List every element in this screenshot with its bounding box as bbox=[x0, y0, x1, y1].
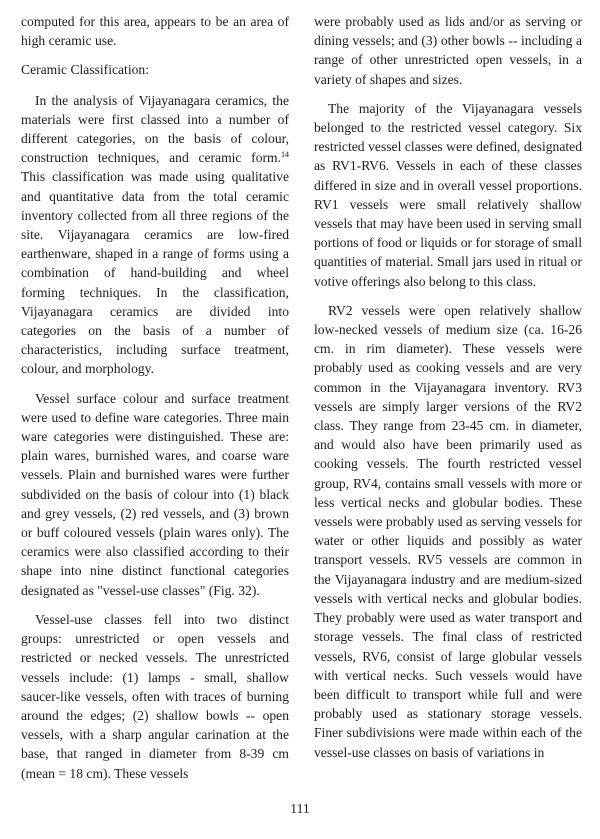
paragraph-continuation: were probably used as lids and/or as serving or dining vessels; and (3) other bowls -- including a range of other unrestricted open vessels, in a variety of shapes and sizes. bbox=[314, 14, 582, 87]
paragraph-text: This classification was made using qualitative and quantitative data from the total ceramic inventory collected from all three regions of the site. Vijayanagara ceramics are low-fired earthenware, shaped in a range of forms using a combination of hand-building and wheel forming techniques. In the classification, Vijayanagara ceramics are divided into categories on the basis of a number of characteristics, including surface treatment, colour, and morphology. bbox=[21, 169, 289, 377]
footnote-marker: 14 bbox=[281, 150, 289, 160]
left-column bbox=[21, 12, 289, 793]
paragraph-text: In the analysis of Vijayanagara ceramics, the materials were first classed into a number of different categories, on the basis of colour, construction techniques, and ceramic form. bbox=[21, 92, 289, 166]
paragraph-restricted-vessels: The majority of the Vijayanagara vessels belonged to the restricted vessel category. Six restricted vessel classes were defined, designated as RV1-RV6. Vessels in each of these classes differed in size and in overall vessel proportions. RV1 vessels were small relatively shallow vessels that may have been used in serving small portions of food or liquids or for storage of small quantities of material. Small jars used in ritual or votive offerings also belong to this class. bbox=[314, 100, 582, 289]
section-heading: Ceramic Classification: bbox=[21, 62, 149, 78]
paragraph-analysis bbox=[21, 91, 289, 379]
right-column bbox=[314, 12, 582, 772]
paragraph-ware-categories: Vessel surface colour and surface treatment were used to define ware categories. Three main ware categories were distinguished. These are: plain wares, burnished wares, and coarse ware vessels. Plain and burnished wares were further subdivided on the basis of colour into (1) black and grey vessels, (2) red vessels, and (3) brown or buff coloured vessels (plain wares only). The ceramics were also classified according to their shape into nine distinct functional categories designated as "vessel-use classes" (Fig. 32). bbox=[21, 390, 289, 598]
page-number: 111 bbox=[290, 801, 310, 816]
paragraph-vessel-use-classes: Vessel-use classes fell into two distinct groups: unrestricted or open vessels and restricted or necked vessels. The unrestricted vessels include: (1) lamps - small, shallow saucer-like vessels, often with traces of burning around the edges; (2) shallow bowls -- open vessels, with a sharp angular carination at the base, that ranged in diameter from 8-39 cm (mean = 18 cm). These vessels bbox=[21, 611, 289, 781]
paragraph-rv-classes: RV2 vessels were open relatively shallow low-necked vessels of medium size (ca. 16-26 cm. in rim diameter). These vessels were probably used as cooking vessels and are very common in the Vijayanagara inventory. RV3 vessels are simply larger versions of the RV2 class. They range from 23-45 cm. in diameter, and would also have been primarily used as cooking vessels. The fourth restricted vessel group, RV4, contains small vessels with more or less vertical necks and globular bodies. These vessels were probably used as serving vessels for water or other liquids and possibly as water transport vessels. RV5 vessels are common in the Vijayanagara industry and are medium-sized vessels with vertical necks and globular bodies. They probably were used as water transport and storage vessels. The final class of restricted vessels, RV6, consist of large globular vessels with vertical necks. Such vessels would have been difficult to transport while full and were probably used as stationary storage vessels. Finer subdivisions were made within each of the vessel-use classes on basis of variations in bbox=[314, 302, 582, 760]
paragraph-continuation: computed for this area, appears to be an area of high ceramic use. bbox=[21, 14, 289, 49]
